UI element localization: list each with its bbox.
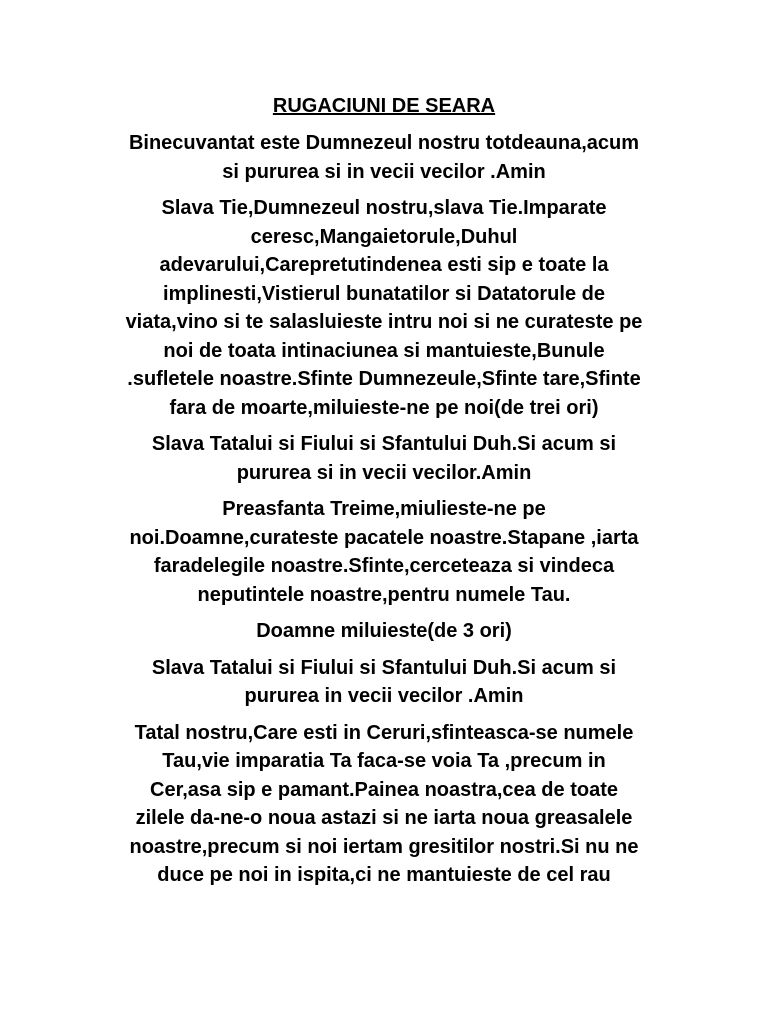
prayer-line: Cer,asa sip e pamant.Painea noastra,cea de toate [150, 778, 618, 801]
prayer-paragraph [90, 654, 678, 711]
prayer-line: viata,vino si te salasluieste intru noi si ne curateste pe [125, 311, 643, 333]
prayer-paragraph [90, 129, 678, 186]
prayer-line: noastre,precum si noi iertam gresitilor nostri.Si nu ne [129, 835, 639, 858]
prayer-paragraph [90, 194, 678, 422]
document-page [90, 92, 678, 898]
prayer-line: Slava Tie,Dumnezeul nostru,slava Tie.Imparate [161, 197, 607, 219]
prayer-line: pururea si in vecii vecilor.Amin [236, 461, 532, 484]
prayer-line: si pururea si in vecii vecilor .Amin [222, 160, 546, 183]
prayer-line: pururea in vecii vecilor .Amin [244, 685, 524, 707]
prayer-paragraph [90, 495, 678, 609]
prayer-line: .sufletele noastre.Sfinte Dumnezeule,Sfinte tare,Sfinte [127, 368, 641, 390]
document-title: RUGACIUNI DE SEARA [272, 95, 496, 117]
prayer-line: ceresc,Mangaietorule,Duhul [250, 225, 518, 248]
prayer-line: implinesti,Vistierul bunatatilor si Datatorule de [163, 282, 605, 305]
prayer-paragraph [90, 719, 678, 890]
prayer-line: zilele da-ne-o noua astazi si ne iarta noua greasalele [135, 807, 633, 829]
prayer-line: noi de toata intinaciunea si mantuieste,Bunule [163, 339, 605, 362]
prayer-line: faradelegile noastre.Sfinte,cerceteaza si vindeca [153, 555, 615, 577]
prayer-line: neputintele noastre,pentru numele Tau. [197, 583, 571, 606]
prayer-line: fara de moarte,miluieste-ne pe noi(de trei ori) [169, 396, 599, 419]
prayer-line: Doamne miluieste(de 3 ori) [256, 620, 512, 642]
prayer-line: adevarului,Carepretutindenea esti sip e toate la [159, 254, 609, 276]
prayer-line: Binecuvantat este Dumnezeul nostru totdeauna,acum [128, 132, 640, 154]
prayer-paragraph [90, 617, 678, 646]
prayer-line: Preasfanta Treime,miulieste-ne pe [222, 498, 546, 520]
prayer-paragraph [90, 430, 678, 487]
prayer-line: Tau,vie imparatia Ta faca-se voia Ta ,precum in [162, 750, 606, 772]
prayer-text [90, 129, 678, 890]
prayer-line: Slava Tatalui si Fiului si Sfantului Duh.Si acum si [151, 433, 617, 455]
prayer-line: Tatal nostru,Care esti in Ceruri,sfinteasca-se numele [134, 721, 634, 744]
prayer-line: noi.Doamne,curateste pacatele noastre.Stapane ,iarta [129, 526, 639, 549]
prayer-line: Slava Tatalui si Fiului si Sfantului Duh.Si acum si [151, 656, 617, 679]
prayer-line: duce pe noi in ispita,ci ne mantuieste de cel rau [157, 864, 611, 886]
